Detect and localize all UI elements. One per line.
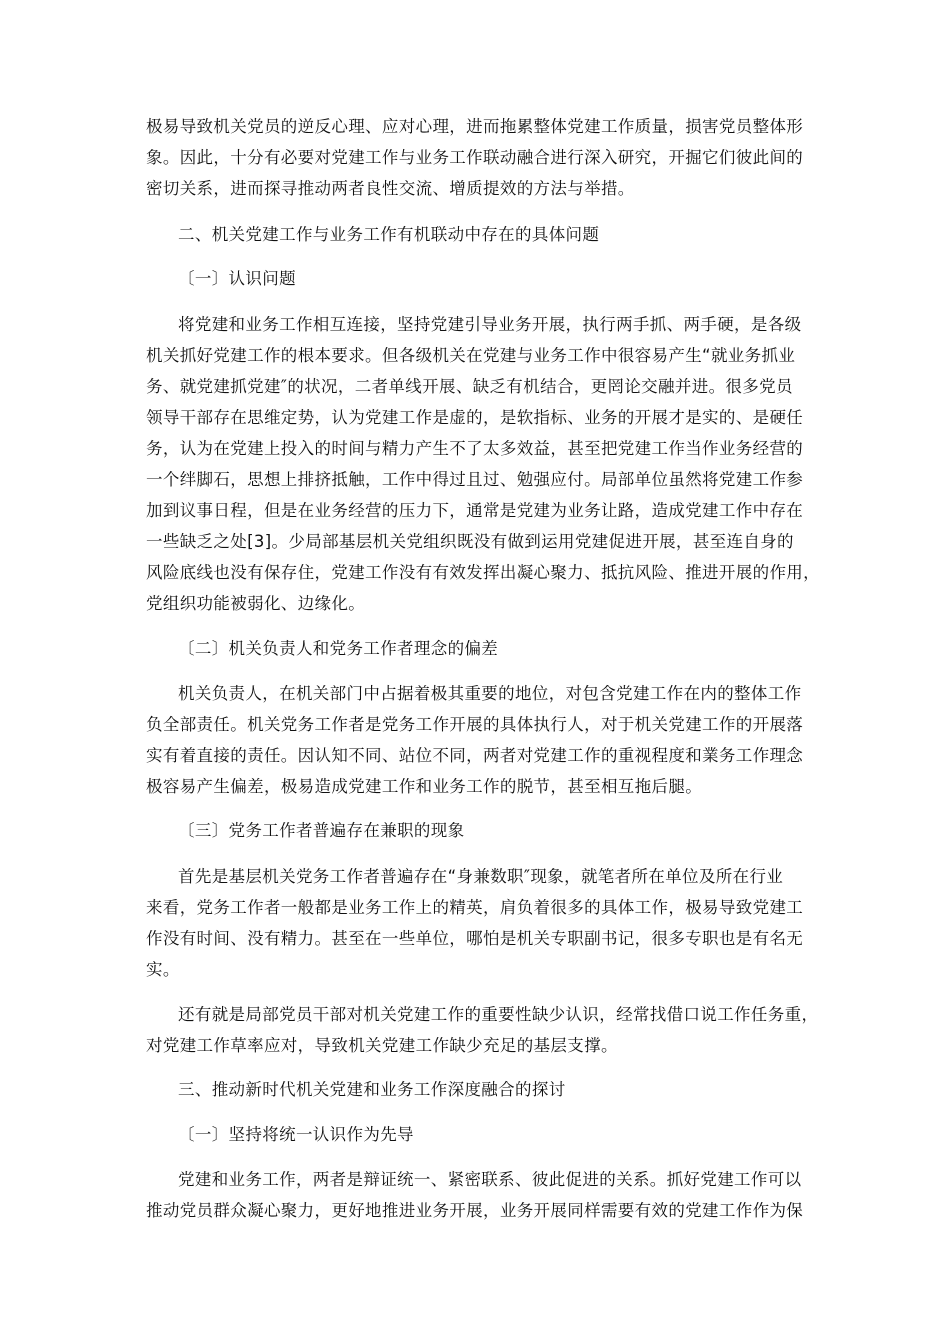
text-line: 还有就是局部党员干部对机关党建工作的重要性缺少认识，经常找借口说工作任务重， <box>178 1005 819 1024</box>
text-line: 将党建和业务工作相互连接，坚持党建引导业务开展，执行两手抓、两手硬，是各级 <box>178 315 802 334</box>
text-line: 首先是基层机关党务工作者普遍存在“身兼数职″现象，就笔者所在单位及所在行业 <box>178 867 784 886</box>
text-line: 极易导致机关党员的逆反心理、应对心理，进而拖累整体党建工作质量，损害党员整体形 <box>146 117 804 136</box>
subsection-heading: 〔一〕坚持将统一认识作为先导 <box>178 1125 414 1144</box>
subsection-heading: 〔三〕党务工作者普遍存在兼职的现象 <box>178 821 465 840</box>
text-line: 密切关系，进而探寻推动两者良性交流、增质提效的方法与举措。 <box>146 179 635 198</box>
text-line: 党组织功能被弱化、边缘化。 <box>146 594 366 613</box>
text-line: 机关抓好党建工作的根本要求。但各级机关在党建与业务工作中很容易产生“就业务抓业 <box>146 346 796 365</box>
text-line: 领导干部存在思维定势，认为党建工作是虚的，是软指标、业务的开展才是实的、是硬任 <box>146 408 804 427</box>
text-line: 一些缺乏之处[3]。少局部基层机关党组织既没有做到运用党建促进开展，甚至连自身的 <box>146 532 794 551</box>
subsection-heading: 〔二〕机关负责人和党务工作者理念的偏差 <box>178 639 499 658</box>
text-line: 推动党员群众凝心聚力，更好地推进业务开展，业务开展同样需要有效的党建工作作为保 <box>146 1201 804 1220</box>
text-line: 实有着直接的责任。因认知不同、站位不同，两者对党建工作的重视程度和業务工作理念 <box>146 746 804 765</box>
text-line: 对党建工作草率应对，导致机关党建工作缺少充足的基层支撑。 <box>146 1036 618 1055</box>
text-line: 象。因此，十分有必要对党建工作与业务工作联动融合进行深入研究，开掘它们彼此间的 <box>146 148 804 167</box>
text-line: 来看，党务工作者一般都是业务工作上的精英，肩负着很多的具体工作，极易导致党建工 <box>146 898 804 917</box>
section-heading: 二、机关党建工作与业务工作有机联动中存在的具体问题 <box>178 225 600 244</box>
text-line: 务，认为在党建上投入的时间与精力产生不了太多效益，甚至把党建工作当作业务经营的 <box>146 439 804 458</box>
text-line: 一个绊脚石，思想上排挤抵触，工作中得过且过、勉强应付。局部单位虽然将党建工作参 <box>146 470 804 489</box>
text-line: 风险底线也没有保存住，党建工作没有有效发挥出凝心聚力、抵抗风险、推进开展的作用， <box>146 563 820 582</box>
text-line: 负全部责任。机关党务工作者是党务工作开展的具体执行人，对于机关党建工作的开展落 <box>146 715 804 734</box>
text-line: 加到议事日程，但是在业务经营的压力下，通常是党建为业务让路，造成党建工作中存在 <box>146 501 804 520</box>
text-line: 实。 <box>146 960 180 979</box>
text-line: 机关负责人，在机关部门中占据着极其重要的地位，对包含党建工作在内的整体工作 <box>178 684 802 703</box>
subsection-heading: 〔一〕认识问题 <box>178 269 296 288</box>
text-line: 作没有时间、没有精力。甚至在一些单位，哪怕是机关专职副书记，很多专职也是有名无 <box>146 929 804 948</box>
section-heading: 三、推动新时代机关党建和业务工作深度融合的探讨 <box>178 1080 566 1099</box>
text-line: 极容易产生偏差，极易造成党建工作和业务工作的脱节，甚至相互拖后腿。 <box>146 777 703 796</box>
text-line: 党建和业务工作，两者是辩证统一、紧密联系、彼此促进的关系。抓好党建工作可以 <box>178 1170 802 1189</box>
text-line: 务、就党建抓党建″的状况，二者单线开展、缺乏有机结合，更罔论交融并进。很多党员 <box>146 377 793 396</box>
